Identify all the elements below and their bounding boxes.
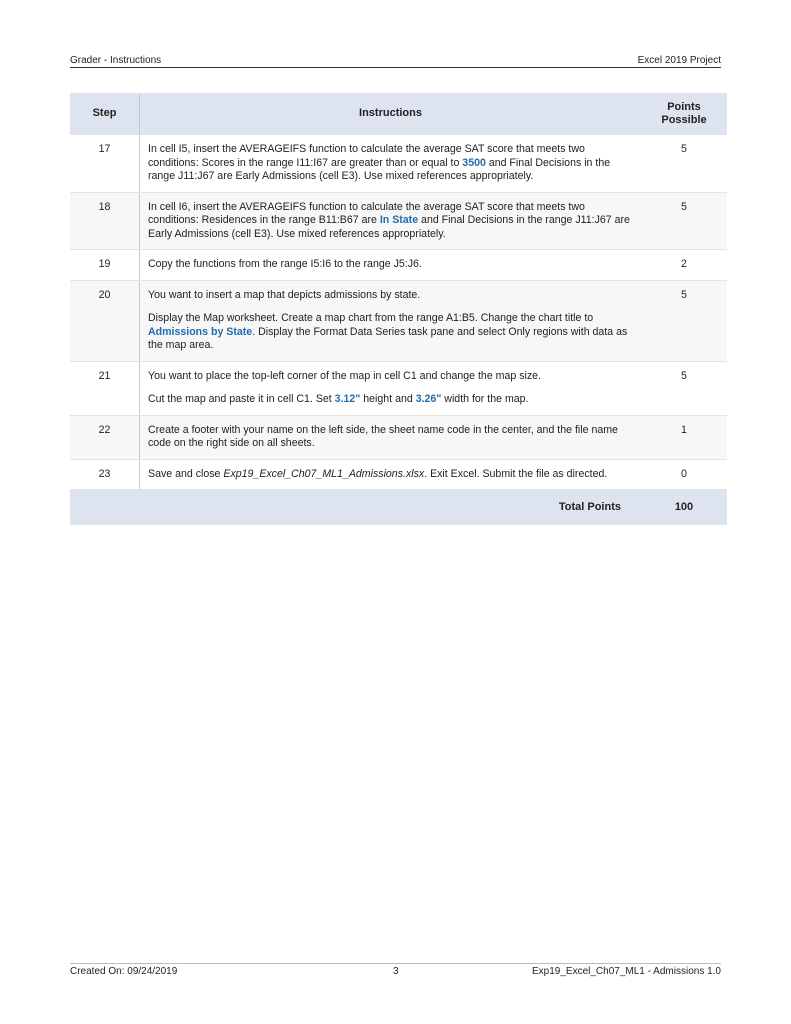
- instructions-column-header: Instructions: [140, 93, 642, 135]
- total-value: 100: [641, 490, 727, 526]
- instruction-part: and Final Decisions in the range J11:J67 are Early Admissions (cell E3). Use mixed references appropriately.: [148, 156, 611, 182]
- table-row: [70, 415, 727, 459]
- instruction-part: You want to insert a map that depicts admissions by state.: [148, 288, 421, 301]
- footer-divider: [70, 963, 721, 964]
- step-number: 17: [70, 135, 140, 192]
- step-number: 21: [70, 361, 140, 415]
- points-header-line2: Possible: [661, 114, 707, 126]
- instruction-part: . Display the Format Data Series task pane and select Only regions with data as the map area.: [148, 325, 628, 351]
- table-row: [70, 250, 727, 281]
- instruction-part: width for the map.: [441, 393, 529, 405]
- instruction-part: . Exit Excel. Submit the file as directed.: [424, 467, 608, 480]
- file-name: Exp19_Excel_Ch07_ML1_Admissions.xlsx: [223, 467, 425, 480]
- footer-created-on: Created On: 09/24/2019: [70, 966, 178, 977]
- instruction-part: In cell I5, insert the AVERAGEIFS function to calculate the average SAT score that meets two conditions: Scores in the range I11:I67 are greater than or equal to: [148, 143, 585, 169]
- step-number: 19: [70, 250, 140, 281]
- step-number: 23: [70, 459, 140, 490]
- instruction-part: and Final Decisions in the range J11:J67 are Early Admissions (cell E3). Use mixed references appropriately.: [148, 214, 630, 240]
- footer-page-number: 3: [393, 966, 399, 977]
- total-spacer: [70, 490, 140, 526]
- table-header-row: [70, 93, 727, 135]
- instruction-part: Copy the functions from the range I5:I6 to the range J5:J6.: [148, 258, 422, 270]
- instruction-text: [140, 280, 642, 361]
- instruction-part: Create a footer with your name on the left side, the sheet name code in the center, and the file name code on the right side on all sheets.: [148, 423, 618, 449]
- paragraph-gap: [148, 383, 633, 393]
- instruction-text: [140, 459, 642, 490]
- instruction-part: Cut the map and paste it in cell C1. Set: [148, 393, 335, 405]
- footer-file-name: Exp19_Excel_Ch07_ML1 - Admissions 1.0: [532, 966, 721, 977]
- points-value: 5: [641, 361, 727, 415]
- instruction-text: [140, 361, 642, 415]
- paragraph-gap: [148, 302, 633, 312]
- points-value: 5: [641, 135, 727, 192]
- instruction-part: Save and close: [148, 467, 224, 480]
- instruction-text: [140, 415, 642, 459]
- step-number: 18: [70, 192, 140, 250]
- highlight-value: Admissions by State: [148, 325, 253, 338]
- points-value: 5: [641, 192, 727, 250]
- points-value: 5: [641, 280, 727, 361]
- header-divider: [70, 67, 721, 68]
- table-row: [70, 135, 727, 192]
- total-label: Total Points: [140, 490, 642, 526]
- instruction-part: height and: [360, 393, 416, 405]
- instruction-text: [140, 192, 642, 250]
- highlight-value: In State: [379, 214, 419, 226]
- table-row: [70, 361, 727, 415]
- points-value: 2: [641, 250, 727, 281]
- step-column-header: Step: [70, 93, 140, 135]
- points-value: 1: [641, 415, 727, 459]
- header-right-text: Excel 2019 Project: [637, 55, 721, 66]
- table-row: [70, 192, 727, 250]
- step-number: 22: [70, 415, 140, 459]
- instruction-text: [140, 135, 642, 192]
- highlight-value: 3500: [462, 156, 486, 169]
- instructions-table: [70, 93, 727, 525]
- total-row: [70, 490, 727, 526]
- points-header-line1: Points: [667, 100, 701, 113]
- instruction-part: You want to place the top-left corner of the map in cell C1 and change the map size.: [148, 369, 541, 382]
- instruction-part: Display the Map worksheet. Create a map chart from the range A1:B5. Change the chart title to: [148, 312, 594, 324]
- highlight-value: 3.26": [415, 393, 442, 405]
- table-row: [70, 459, 727, 490]
- instruction-part: In cell I6, insert the AVERAGEIFS function to calculate the average SAT score that meets two conditions: Residences in the range B11:B67 are: [148, 200, 585, 226]
- table-row: [70, 280, 727, 361]
- points-value: 0: [641, 459, 727, 490]
- header-left-text: Grader - Instructions: [70, 55, 162, 66]
- highlight-value: 3.12": [334, 393, 361, 405]
- instruction-text: [140, 250, 642, 281]
- points-column-header: [641, 93, 727, 135]
- step-number: 20: [70, 280, 140, 361]
